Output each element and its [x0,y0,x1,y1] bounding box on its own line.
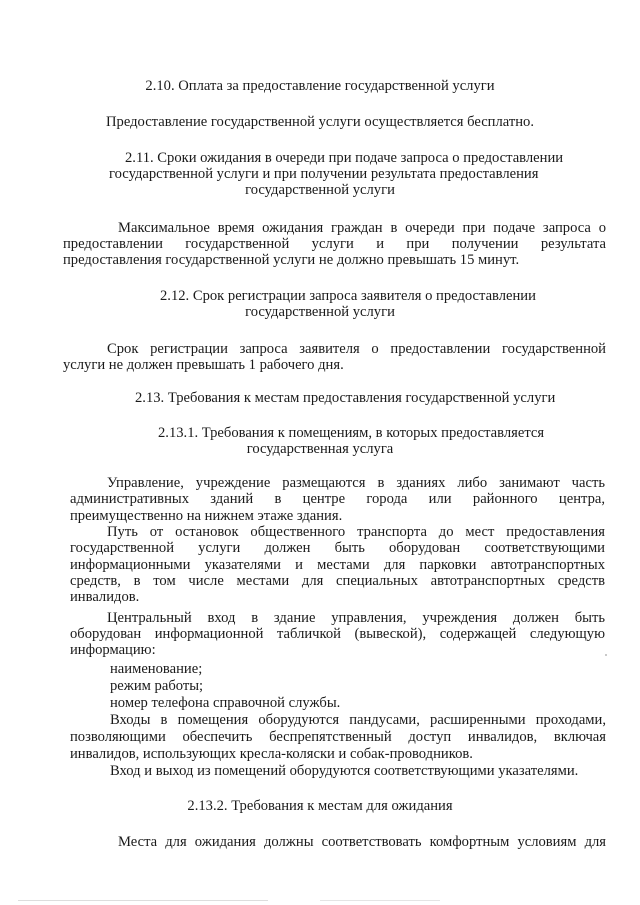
section-2-13-1-body-line: инвалидов. [70,589,140,605]
section-2-13-2-title: 2.13.2. Требования к местам для ожидания [187,798,453,814]
section-2-13-1-body-line: преимущественно на нижнем этаже здания. [70,508,343,524]
scan-artifact [605,654,607,656]
section-2-13-1-body-line: средств, в том числе местами для специальных автотранспортных средств [70,573,605,589]
section-2-13-1-body-line: Вход и выход из помещений оборудуются соответствующими указателями. [110,763,579,779]
section-2-13-title: 2.13. Требования к местам предоставления государственной услуги [135,390,556,406]
section-2-13-1-body-line: Управление, учреждение размещаются в зданиях либо занимают часть [107,475,605,491]
section-2-11-title-line: государственной услуги [245,182,395,198]
section-2-11-title-line: государственной услуги и при получении результата предоставления [109,166,539,182]
list-item: номер телефона справочной службы. [110,695,341,711]
section-2-13-1-title-line: 2.13.1. Требования к помещениям, в которых предоставляется [158,425,545,441]
section-2-13-1-body-line: позволяющими обеспечить беспрепятственный доступ инвалидов, включая [70,729,606,745]
section-2-13-1-body-line: Входы в помещения оборудуются пандусами, расширенными проходами, [110,712,606,728]
section-2-11-body-line: предоставления государственной услуги не должно превышать 15 минут. [63,252,520,268]
section-2-13-1-body-line: информационными указателями и местами для парковки автотранспортных [70,557,605,573]
section-2-13-1-body-line: информацию: [70,642,156,658]
list-item: режим работы; [110,678,204,694]
section-2-12-body-line: услуги не должен превышать 1 рабочего дня. [63,357,344,373]
section-2-13-1-body-line: Центральный вход в здание управления, учреждения должен быть [107,610,605,626]
section-2-13-1-body-line: государственной услуги должен быть оборудован соответствующими [70,540,605,556]
section-2-12-body-line: Срок регистрации запроса заявителя о предоставлении государственной [107,341,606,357]
section-2-11-body-line: Максимальное время ожидания граждан в очереди при подаче запроса о [118,220,606,236]
list-item: наименование; [110,661,203,677]
section-2-10-title: 2.10. Оплата за предоставление государственной услуги [145,78,495,94]
section-2-11-body-line: предоставлении государственной услуги и при получении результата [63,236,606,252]
section-2-13-2-body-line: Места для ожидания должны соответствовать комфортным условиям для [118,834,606,850]
scan-artifact [18,900,268,901]
section-2-13-1-body-line: инвалидов, использующих кресла-коляски и собак-проводников. [70,746,473,762]
section-2-12-title-line: государственной услуги [245,304,395,320]
section-2-13-1-body-line: Путь от остановок общественного транспорта до мест предоставления [107,524,605,540]
section-2-12-title-line: 2.12. Срок регистрации запроса заявителя о предоставлении [160,288,536,304]
scan-artifact [320,900,440,901]
section-2-13-1-body-line: административных зданий в центре города или районного центра, [70,491,605,507]
section-2-11-title-line: 2.11. Сроки ожидания в очереди при подаче запроса о предоставлении [125,150,564,166]
section-2-13-1-title-line: государственная услуга [246,441,394,457]
section-2-13-1-body-line: оборудован информационной табличкой (вывеской), содержащей следующую [70,626,605,642]
section-2-10-body: Предоставление государственной услуги осуществляется бесплатно. [106,114,534,130]
